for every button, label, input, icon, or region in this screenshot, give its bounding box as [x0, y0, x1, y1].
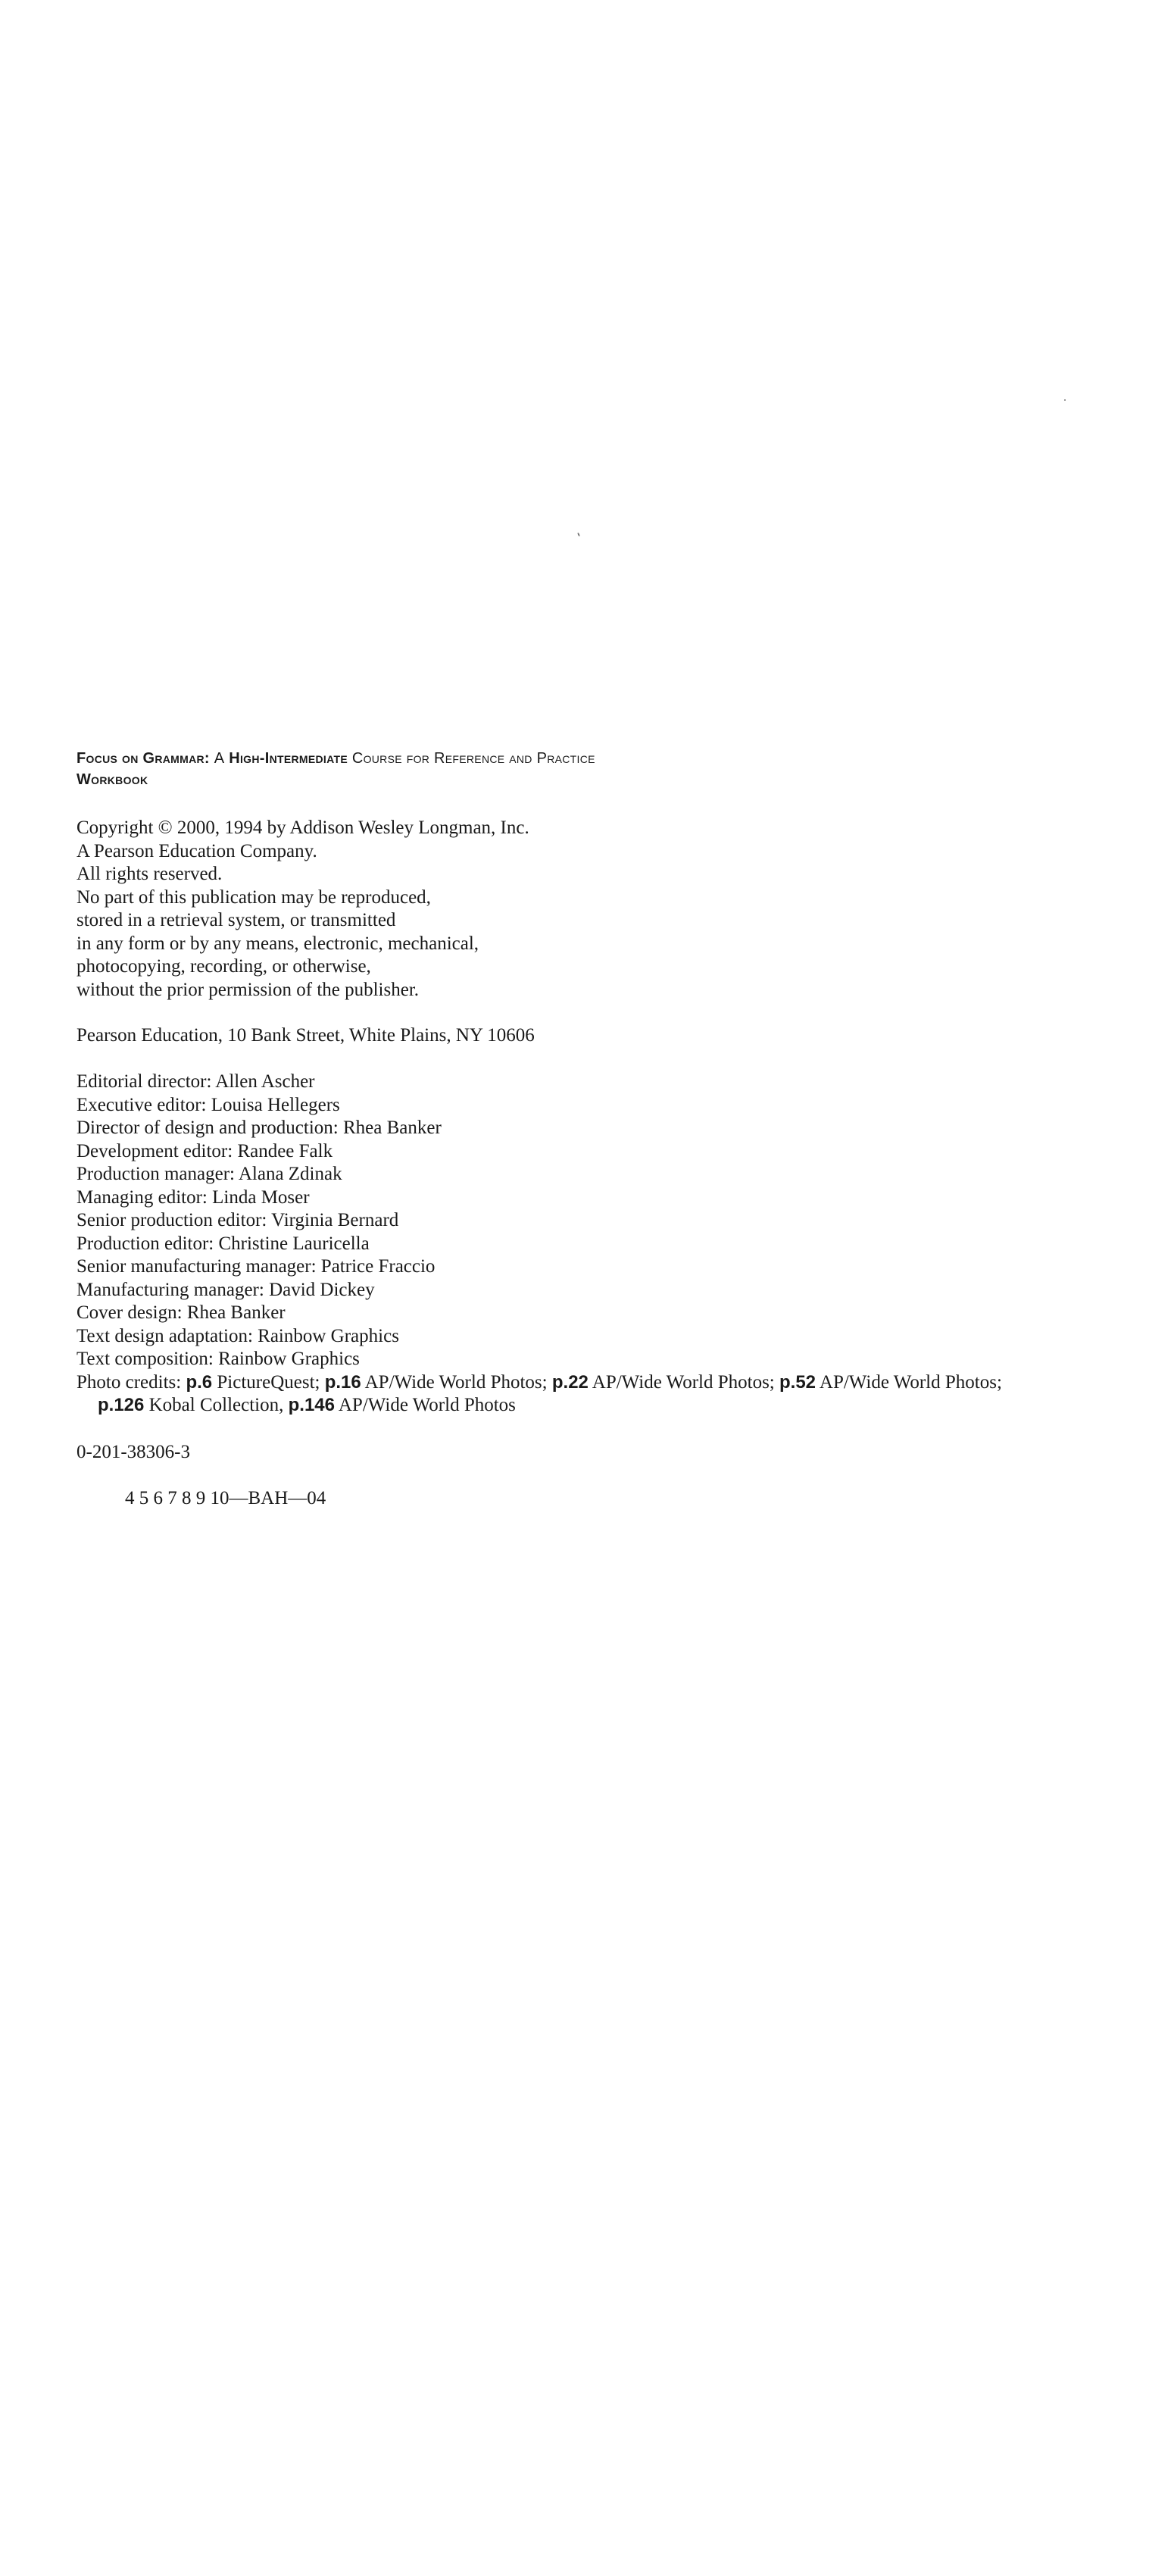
- credit-line: Editorial director: Allen Ascher: [76, 1071, 315, 1092]
- copyright-line: stored in a retrieval system, or transmitted: [76, 910, 396, 930]
- printing-line: 4 5 6 7 8 9 10—BAH—04: [125, 1488, 326, 1508]
- staff-credits: [76, 1071, 1061, 1418]
- photo-credit-source: PictureQuest;: [217, 1371, 320, 1393]
- credit-line: Production editor: Christine Lauricella: [76, 1233, 370, 1254]
- copyright-notice: [76, 817, 1061, 1002]
- credit-line: Text composition: Rainbow Graphics: [76, 1349, 360, 1369]
- copyright-line: Copyright © 2000, 1994 by Addison Wesley Longman, Inc.: [76, 818, 529, 838]
- title-block: [76, 748, 1061, 790]
- photo-credits: [76, 1371, 1044, 1418]
- copyright-line: in any form or by any means, electronic, mechanical,: [76, 933, 479, 954]
- photo-credit-source: AP/Wide World Photos: [338, 1395, 516, 1415]
- level-name: High-Intermediate: [229, 750, 348, 767]
- photo-credit-source: AP/Wide World Photos;: [364, 1371, 548, 1393]
- photo-credit-page: p.16: [324, 1371, 361, 1393]
- credit-line: Director of design and production: Rhea Banker: [76, 1118, 442, 1138]
- credit-line: Development editor: Randee Falk: [76, 1140, 333, 1161]
- credit-line: Manufacturing manager: David Dickey: [76, 1279, 375, 1300]
- photo-credit-page: p.52: [779, 1371, 816, 1393]
- course-description: Course for Reference and Practice: [351, 750, 595, 767]
- publisher-address: Pearson Education, 10 Bank Street, White Plains, NY 10606: [76, 1025, 535, 1046]
- book-title-line: [76, 748, 1061, 769]
- photo-credit-source: Kobal Collection,: [148, 1395, 284, 1415]
- credit-line: Cover design: Rhea Banker: [76, 1302, 286, 1323]
- credit-line: Senior production editor: Virginia Bernard: [76, 1210, 399, 1230]
- photo-credit-source: AP/Wide World Photos;: [819, 1371, 1002, 1393]
- copyright-line: All rights reserved.: [76, 864, 223, 884]
- book-subtitle: Workbook: [76, 771, 148, 788]
- copyright-line: photocopying, recording, or otherwise,: [76, 956, 371, 977]
- scan-speck: [1064, 399, 1066, 401]
- photo-credit-page: p.22: [551, 1371, 589, 1393]
- photo-credit-source: AP/Wide World Photos;: [592, 1371, 775, 1393]
- scan-speck: [577, 533, 580, 536]
- level-prefix: A: [214, 750, 225, 767]
- credit-line: Executive editor: Louisa Hellegers: [76, 1094, 340, 1115]
- photo-credit-page: p.126: [98, 1395, 145, 1415]
- credit-line: Managing editor: Linda Moser: [76, 1186, 310, 1208]
- photo-credits-label: Photo credits:: [76, 1371, 182, 1393]
- credit-line: Senior manufacturing manager: Patrice Fraccio: [76, 1256, 436, 1277]
- credit-line: Production manager: Alana Zdinak: [76, 1164, 342, 1184]
- copyright-line: No part of this publication may be reproduced,: [76, 886, 431, 908]
- credit-line: Text design adaptation: Rainbow Graphics: [76, 1325, 399, 1346]
- photo-credit-page: p.6: [186, 1371, 213, 1393]
- isbn: 0-201-38306-3: [76, 1442, 190, 1462]
- copyright-line: A Pearson Education Company.: [76, 840, 317, 861]
- copyright-line: without the prior permission of the publisher.: [76, 979, 420, 1000]
- series-name: Focus on Grammar:: [76, 750, 210, 767]
- photo-credit-page: p.146: [288, 1395, 335, 1415]
